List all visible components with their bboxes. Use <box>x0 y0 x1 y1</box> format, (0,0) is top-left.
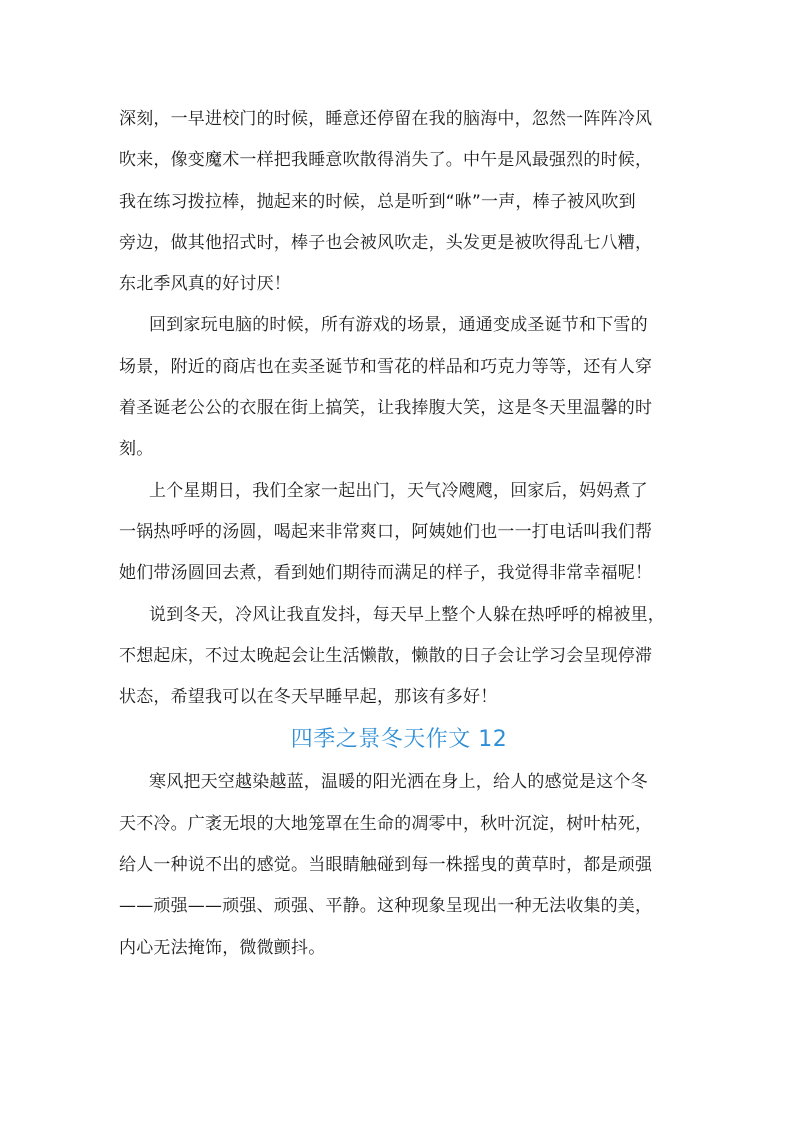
text-line: 深刻，一早进校门的时候，睡意还停留在我的脑海中，忽然一阵阵冷风 <box>119 109 653 129</box>
text-line: 上个星期日，我们全家一起出门，天气冷飕飕，回家后，妈妈煮了 <box>149 480 648 501</box>
text-line: 我在练习拨拉棒，抛起来的时候，总是听到“咻”一声，棒子被风吹到 <box>119 191 636 212</box>
paragraph <box>119 99 679 305</box>
text-line: 给人一种说不出的感觉。当眼睛触碰到每一株摇曳的黄草时，都是顽强 <box>119 855 653 876</box>
text-line: 寒风把天空越染越蓝，温暖的阳光洒在身上，给人的感觉是这个冬 <box>149 772 648 793</box>
text-line: 场景，附近的商店也在卖圣诞节和雪花的样品和巧克力等等，还有人穿 <box>119 356 653 377</box>
paragraph <box>119 305 679 470</box>
text-line: 内心无法掩饰，微微颤抖。 <box>119 937 326 958</box>
text-line: 她们带汤圆回去煮，看到她们期待而满足的样子，我觉得非常幸福呢！ <box>119 563 653 584</box>
text-line: 回到家玩电脑的时候，所有游戏的场景，通通变成圣诞节和下雪的 <box>149 315 648 336</box>
text-line: 说到冬天，冷风让我直发抖，每天早上整个人躲在热呼呼的棉被里， <box>149 604 665 625</box>
text-line: 一锅热呼呼的汤圆，喝起来非常爽口，阿姨她们也一一打电话叫我们帮 <box>119 521 653 542</box>
paragraph <box>119 762 679 968</box>
text-line: 天不冷。广袤无垠的大地笼罩在生命的凋零中，秋叶沉淀，树叶枯死， <box>119 813 653 834</box>
text-line: 东北季风真的好讨厌！ <box>119 274 291 295</box>
section-heading: 四季之景冬天作文 12 <box>290 727 508 753</box>
text-line: 吹来，像变魔术一样把我睡意吹散得消失了。中午是风最强烈的时候， <box>119 150 653 171</box>
paragraph <box>119 471 679 595</box>
text-line: 不想起床，不过太晚起会让生活懒散，懒散的日子会让学习会呈现停滞 <box>119 645 653 666</box>
text-line: 旁边，做其他招式时，棒子也会被风吹走，头发更是被吹得乱七八糟， <box>119 232 653 253</box>
document-body <box>119 99 679 969</box>
text-line: 状态，希望我可以在冬天早睡早起，那该有多好！ <box>119 687 498 708</box>
text-line: ——顽强——顽强、顽强、平静。这种现象呈现出一种无法收集的美， <box>119 896 653 917</box>
text-line: 刻。 <box>119 439 154 460</box>
paragraph <box>119 595 679 719</box>
text-line: 着圣诞老公公的衣服在街上搞笑，让我捧腹大笑，这是冬天里温馨的时 <box>119 398 653 419</box>
